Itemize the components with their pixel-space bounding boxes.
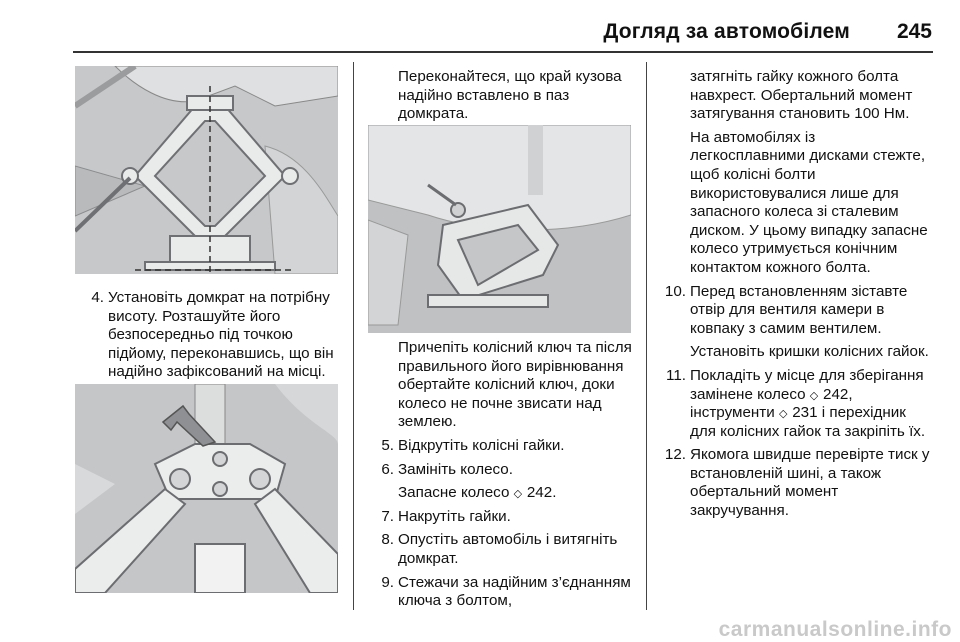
nut-caps-note: Установіть кришки колісних гайок. (690, 343, 929, 361)
hook-paragraph: Причепіть колісний ключ та після правильного його вирівнювання обертайте колісний ключ, доки колесо не почне звисати над землею. (398, 339, 632, 431)
step-number: 9. (381, 573, 394, 591)
column-divider-left (353, 62, 354, 610)
header-divider (73, 51, 933, 53)
step-text: Покладіть у місце для зберігання замінене колесо (690, 366, 924, 403)
step-9 (370, 574, 640, 611)
spare-wheel-note (370, 484, 640, 503)
reference-arrow-icon: ◇ (513, 488, 523, 501)
reference-arrow-icon: ◇ (809, 389, 819, 402)
step-number: 6. (381, 460, 394, 478)
column-3-text (662, 68, 932, 526)
step-11-ref-1[interactable]: 242, інструменти (690, 385, 853, 422)
page-number: 245 (896, 20, 932, 43)
jack-head-drawing (75, 384, 338, 593)
step-text: Відкрутіть колісні гайки. (398, 436, 565, 454)
step-8 (370, 531, 640, 568)
intro-paragraph: Переконайтеся, що край кузова надійно вставлено в паз домкрата. (398, 68, 622, 123)
step-text: Опустіть автомобіль і витягніть домкрат. (398, 531, 618, 567)
column-2-intro (398, 68, 638, 130)
wheel-jack-drawing (368, 125, 631, 333)
step-4 (80, 289, 352, 382)
step-number: 11. (666, 366, 686, 384)
page-title: Догляд за автомобілем (603, 20, 850, 43)
step-6 (370, 461, 640, 480)
jack-head-illustration (75, 384, 338, 593)
step-9-continued: затягніть гайку кожного болта навхрест. Обертальний момент затягування становить 100 Нм. (690, 68, 913, 123)
step-number: 10. (664, 282, 686, 300)
page-header (0, 0, 960, 56)
step-10 (662, 283, 932, 339)
step-number: 4. (91, 289, 104, 306)
step-text: Накрутіть гайки. (398, 507, 511, 525)
step-number: 12. (664, 446, 686, 464)
spare-text: Запасне колесо (398, 484, 510, 502)
step-7 (370, 508, 640, 527)
column-divider-right (646, 62, 647, 610)
step-11 (662, 367, 932, 441)
step-5 (370, 437, 640, 456)
step-number: 7. (381, 507, 394, 525)
step-number: 5. (381, 436, 394, 454)
step-12 (662, 446, 932, 520)
column-1-text (80, 289, 352, 387)
alloy-wheel-note: На автомобілях із легкосплавними дисками стежте, щоб колісні болти використовувалися лише для запасного колеса зі сталевим диском. У цьому випадку запасне колесо утримується конічним контактом кожного болта. (690, 128, 928, 276)
step-text: Якомога швидше перевірте тиск у встановленій шині, а також обертальний момент закручування. (690, 446, 930, 520)
step-11-ref-2[interactable]: 231 і перехідник для колісних гайок та закріпіть їх. (690, 404, 926, 440)
step-text: Замініть колесо. (398, 460, 513, 478)
column-2-text (370, 339, 640, 616)
step-text: Стежачи за надійним з’єднанням ключа з болтом, (398, 573, 631, 610)
step-number: 8. (381, 531, 394, 549)
reference-arrow-icon: ◇ (778, 408, 788, 421)
spare-page-ref[interactable]: 242. (526, 484, 557, 502)
watermark: carmanualsonline.info (718, 618, 952, 641)
jack-illustration (75, 66, 338, 274)
step-text: Перед встановленням зіставте отвір для вентиля камери в ковпаку з самим вентилем. (690, 282, 908, 337)
wheel-jack-illustration (368, 125, 631, 333)
jack-drawing (75, 66, 338, 274)
step-text: Установіть домкрат на потрібну висоту. Розташуйте його безпосередньо під точкою підйому, переконавшись, що він надійно зафіксований на місці. (108, 289, 334, 381)
